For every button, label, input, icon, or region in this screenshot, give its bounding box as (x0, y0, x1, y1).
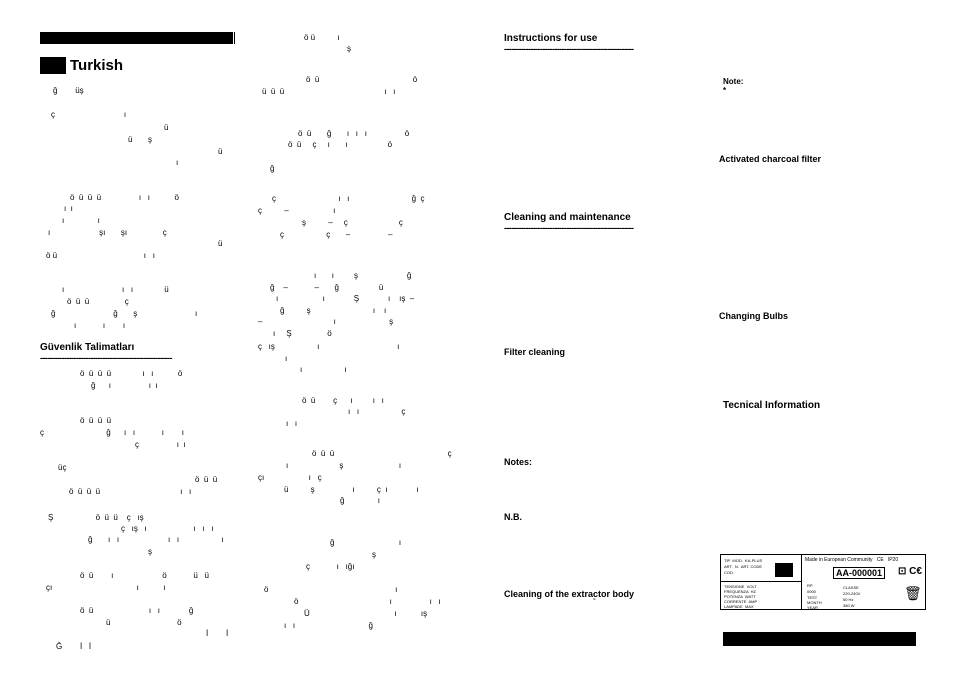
changing-bulbs-label: Changing Bulbs (719, 311, 788, 321)
instructions-heading: Instructions for use (504, 33, 598, 44)
rating-plate-left-line: POTENZA WATT (724, 594, 756, 599)
text-line: ı (176, 158, 179, 167)
text-line: ç ı ığı (306, 562, 355, 571)
text-line: ö ü ç ı ı ö (288, 140, 393, 149)
text-line: ü ö (106, 618, 182, 627)
text-line: ç ı ı ğ ç (272, 194, 425, 203)
text-line: ç ı (51, 110, 127, 119)
text-line: İ İ (206, 629, 229, 638)
text-line: ç – ı (258, 206, 336, 215)
text-line: ı ı (300, 365, 347, 374)
cleaning-body-label: Cleaning of the extractor body (504, 589, 635, 599)
text-line: ç ış ı ı (258, 342, 400, 351)
text-line: ğ (270, 164, 275, 173)
rating-plate-right-line: 220-240V (843, 591, 861, 596)
safety-heading-rule: ------------------------------------------------------- (40, 353, 172, 363)
text-line: ö ü ğ ı ı ı ö (298, 129, 410, 138)
text-line: ö ü ü ü ı ı (69, 487, 192, 496)
text-line: ı ı ç (348, 407, 406, 416)
text-line: ı ı ğ (284, 621, 373, 630)
text-line: ö ü ü (195, 475, 218, 484)
text-line: ç ı ı (135, 440, 186, 449)
text-line: ğ ğ ş ı (51, 309, 198, 318)
text-line: ğ ı ı ı (91, 381, 158, 390)
rating-plate-left-line: TIP MOD. KA-PLUS (724, 558, 763, 563)
page-title: Turkish (70, 57, 124, 74)
text-line: ı şı şı ç (48, 228, 167, 237)
instructions-heading-rule: ------------------------------------------------------ (504, 44, 634, 54)
rating-plate-mid-line: RP. (807, 583, 814, 588)
text-line: ö ü ü ç (312, 449, 452, 458)
rating-plate-mid-line: MONTH (807, 600, 822, 605)
footer-bar-right (723, 632, 916, 646)
ce-mark-icon: ⊡ C€ (898, 566, 922, 577)
text-line: ş – ç ç (302, 218, 403, 227)
text-line: ü (218, 239, 223, 248)
rating-plate-model: AA-000001 (833, 567, 885, 579)
text-line: ş (148, 547, 152, 556)
text-line: ç ğ ı ı ı ı (40, 428, 185, 437)
nb-label: N.B. (504, 512, 522, 522)
rating-plate-left-line: FREQUENZA HZ (724, 589, 757, 594)
rating-plate-divider (801, 555, 802, 609)
text-line: ğ – – ğ ü (270, 283, 384, 292)
header-bar-left (40, 32, 233, 44)
text-line: ü (218, 147, 223, 156)
text-line: çı ı ı (46, 583, 166, 592)
note-label: Note: (723, 77, 744, 86)
text-line: ğ ı ı ı ı ı (88, 535, 224, 544)
language-marker (40, 57, 64, 74)
text-line: ö ı ı ı (294, 597, 441, 606)
text-line: ı ş ı (286, 461, 402, 470)
rating-plate-left-line: ART. N. ART. CODE (724, 564, 763, 569)
safety-heading: Güvenlik Talimatları (40, 342, 135, 353)
text-line: ü ş (128, 135, 153, 144)
rating-plate-right-line: 50 Hz (843, 597, 854, 602)
text-line: ı ı ı (74, 321, 126, 330)
text-line: ç ç – – (280, 230, 393, 239)
text-line: ı ı Ş ı ış – (276, 294, 415, 303)
text-line: üç (58, 463, 67, 472)
text-line: Ş ö ü ü ç ış (48, 513, 144, 522)
text-line: ö ü ü ü (80, 416, 112, 425)
text-line: ö ü ı ö ü ü (80, 571, 209, 580)
text-line: ş (347, 44, 351, 53)
text-line: ğ ı (330, 538, 402, 547)
text-line: ü ü ü ı ı (262, 87, 396, 96)
degree-symbol: ° (593, 598, 596, 605)
text-line: ö ü ü ç (67, 297, 129, 306)
weee-bin-icon: 🗑 (904, 585, 922, 601)
text-line: ı ı (62, 216, 100, 225)
text-line: çı ı ç (258, 473, 322, 482)
text-line: ı ı ı ü (62, 285, 169, 294)
cleaning-heading-rule: ------------------------------------------------------ (504, 223, 634, 233)
text-line: ü (164, 123, 169, 132)
rating-plate-left-line: TENSIONE VOLT (724, 584, 757, 589)
text-line: ş (372, 550, 376, 559)
rating-plate-mid-line: YEAR (807, 605, 818, 610)
rating-plate-left-line: CORRENTE AMP (724, 599, 758, 604)
language-marker-edge (64, 57, 66, 74)
cleaning-heading: Cleaning and maintenance (504, 212, 631, 223)
text-line: – ı ş (258, 317, 394, 326)
text-line: ö ü ı (304, 33, 340, 42)
text-line: ö ü ç ı ı ı (302, 396, 384, 405)
text-line: ç ış ı ı ı ı (121, 524, 214, 533)
rating-plate-right-line: 380 W (843, 603, 855, 608)
text-line: ı ı (64, 204, 73, 213)
rating-plate-divider (721, 581, 801, 582)
text-line: ü ş ı ç ı ı (284, 485, 419, 494)
rating-plate-mid-line: 0000 (807, 589, 816, 594)
text-line: ö ü ı ı ğ (80, 606, 194, 615)
text-line: ö ü ı ı (46, 251, 155, 260)
text-line: ğ ş ı ı (280, 306, 387, 315)
technical-info-heading: Tecnical Information (723, 400, 821, 411)
text-line: ı (285, 354, 288, 363)
text-line: ö ü ö (306, 75, 418, 84)
header-bar-left-tick (234, 32, 235, 44)
charcoal-filter-label: Activated charcoal filter (719, 154, 822, 164)
text-line: ö ü ü ü ı ı ö (80, 369, 183, 378)
text-line: Ü ı ış (304, 609, 428, 618)
note-star: * (723, 86, 727, 95)
text-line: ğ üş (53, 86, 84, 95)
rating-plate-left-line: LAMPADE MAX (724, 604, 754, 609)
rating-plate-left-line: COD. (724, 570, 736, 575)
rating-plate-header: Made in European Community CE IP20 (805, 557, 900, 563)
rating-plate-mid-line: TEST (807, 595, 818, 600)
text-line: ö ü ü ü ı ı ö (70, 193, 179, 202)
text-line: ğ ı (340, 496, 381, 505)
filter-cleaning-label: Filter cleaning (504, 347, 566, 357)
notes-label: Notes: (504, 457, 533, 467)
rating-plate-logo (775, 563, 793, 577)
text-line: ı ı (286, 419, 298, 428)
text-line: ı Ş ö (273, 329, 332, 338)
rating-plate-right-line: CLASSE (843, 585, 859, 590)
text-line: ö ı (264, 585, 398, 594)
rating-plate (720, 554, 926, 610)
text-line: ı ı ş ğ (314, 271, 412, 280)
text-line: Ğ İ İ (56, 642, 92, 651)
